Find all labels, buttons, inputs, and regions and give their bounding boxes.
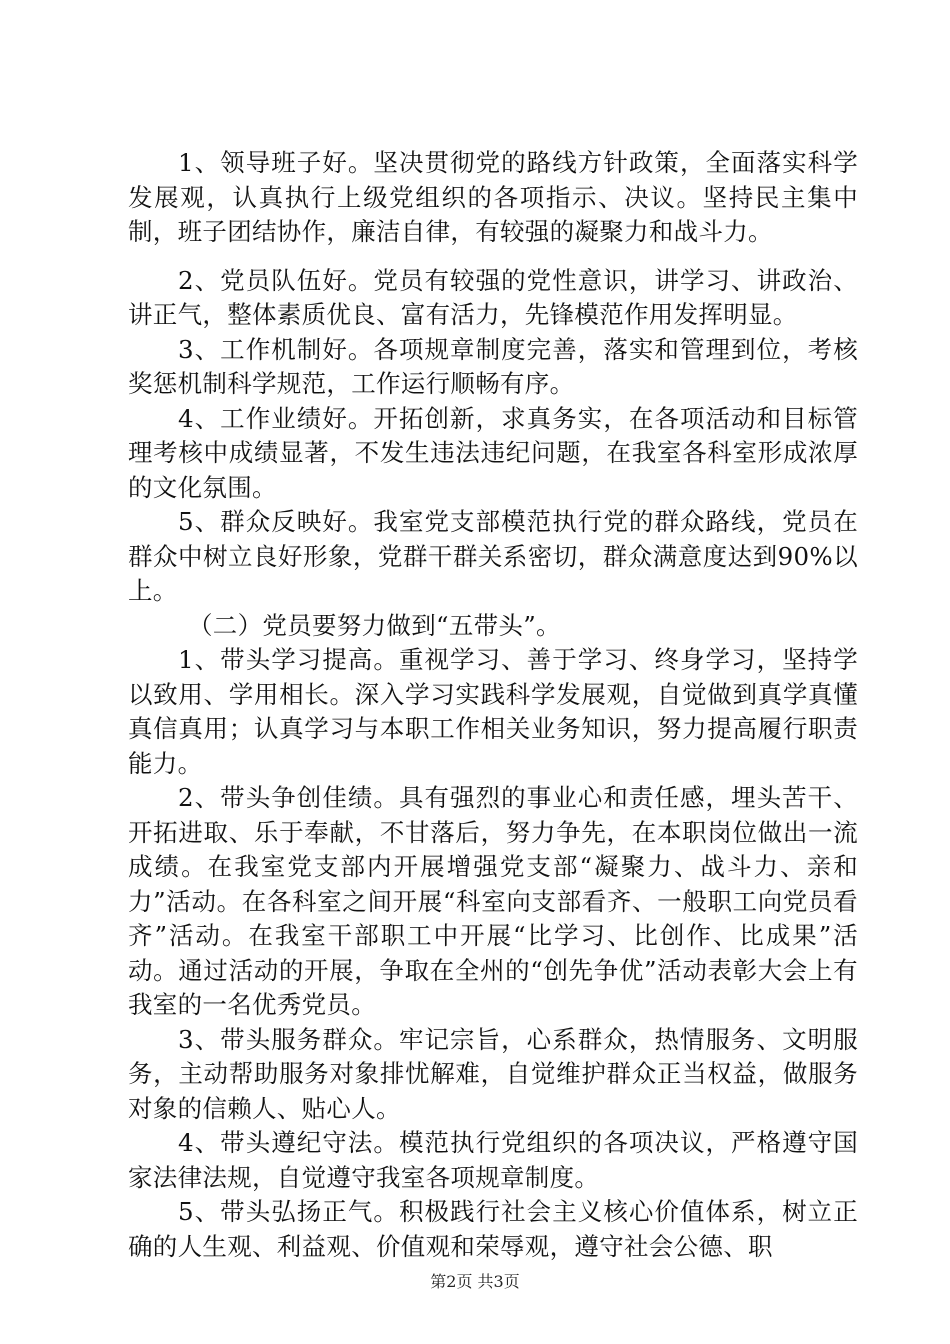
paragraph-lead-achievement: 2、带头争创佳绩。具有强烈的事业心和责任感，埋头苦干、开拓进取、乐于奉献，不甘落后，努力争先，在本职岗位做出一流成绩。在我室党支部内开展增强党支部“凝聚力、战斗力、亲和力”活动。在各科室之间开展“科室向支部看齐、一般职工向党员看齐”活动。在我室干部职工中开展“比学习、比创作、比成果”活动。通过活动的开展，争取在全州的“创先争优”活动表彰大会上有我室的一名优秀党员。 (128, 783, 858, 1019)
paragraph-work-performance: 4、工作业绩好。开拓创新，求真务实，在各项活动和目标管理考核中成绩显著，不发生违法违纪问题，在我室各科室形成浓厚的文化氛围。 (128, 403, 858, 502)
section-heading-five-leads: （二）党员要努力做到“五带头”。 (188, 610, 561, 640)
paragraph-lead-law: 4、带头遵纪守法。模范执行党组织的各项决议，严格遵守国家法律法规，自觉遵守我室各项规章制度。 (128, 1128, 858, 1192)
page-number-footer: 第2页 共3页 (430, 1272, 520, 1291)
paragraph-lead-service: 3、带头服务群众。牢记宗旨，心系群众，热情服务、文明服务，主动帮助服务对象排忧解难，自觉维护群众正当权益，做服务对象的信赖人、贴心人。 (128, 1024, 858, 1123)
paragraph-lead-learning: 1、带头学习提高。重视学习、善于学习、终身学习，坚持学以致用、学用相长。深入学习实践科学发展观，自觉做到真学真懂真信真用；认真学习与本职工作相关业务知识，努力提高履行职责能力。 (128, 645, 858, 778)
paragraph-party-members: 2、党员队伍好。党员有较强的党性意识，讲学习、讲政治、讲正气，整体素质优良、富有活力，先锋模范作用发挥明显。 (128, 265, 858, 329)
paragraph-work-mechanism: 3、工作机制好。各项规章制度完善，落实和管理到位，考核奖惩机制科学规范，工作运行顺畅有序。 (128, 334, 858, 398)
paragraph-lead-integrity: 5、带头弘扬正气。积极践行社会主义核心价值体系，树立正确的人生观、利益观、价值观和荣辱观，遵守社会公德、职 (128, 1197, 858, 1261)
paragraph-leadership: 1、领导班子好。坚决贯彻党的路线方针政策，全面落实科学发展观，认真执行上级党组织的各项指示、决议。坚持民主集中制，班子团结协作，廉洁自律，有较强的凝聚力和战斗力。 (128, 148, 858, 246)
paragraph-public-feedback: 5、群众反映好。我室党支部模范执行党的群众路线，党员在群众中树立良好形象，党群干群关系密切，群众满意度达到90%以上。 (128, 507, 858, 605)
document-body (128, 146, 858, 1264)
